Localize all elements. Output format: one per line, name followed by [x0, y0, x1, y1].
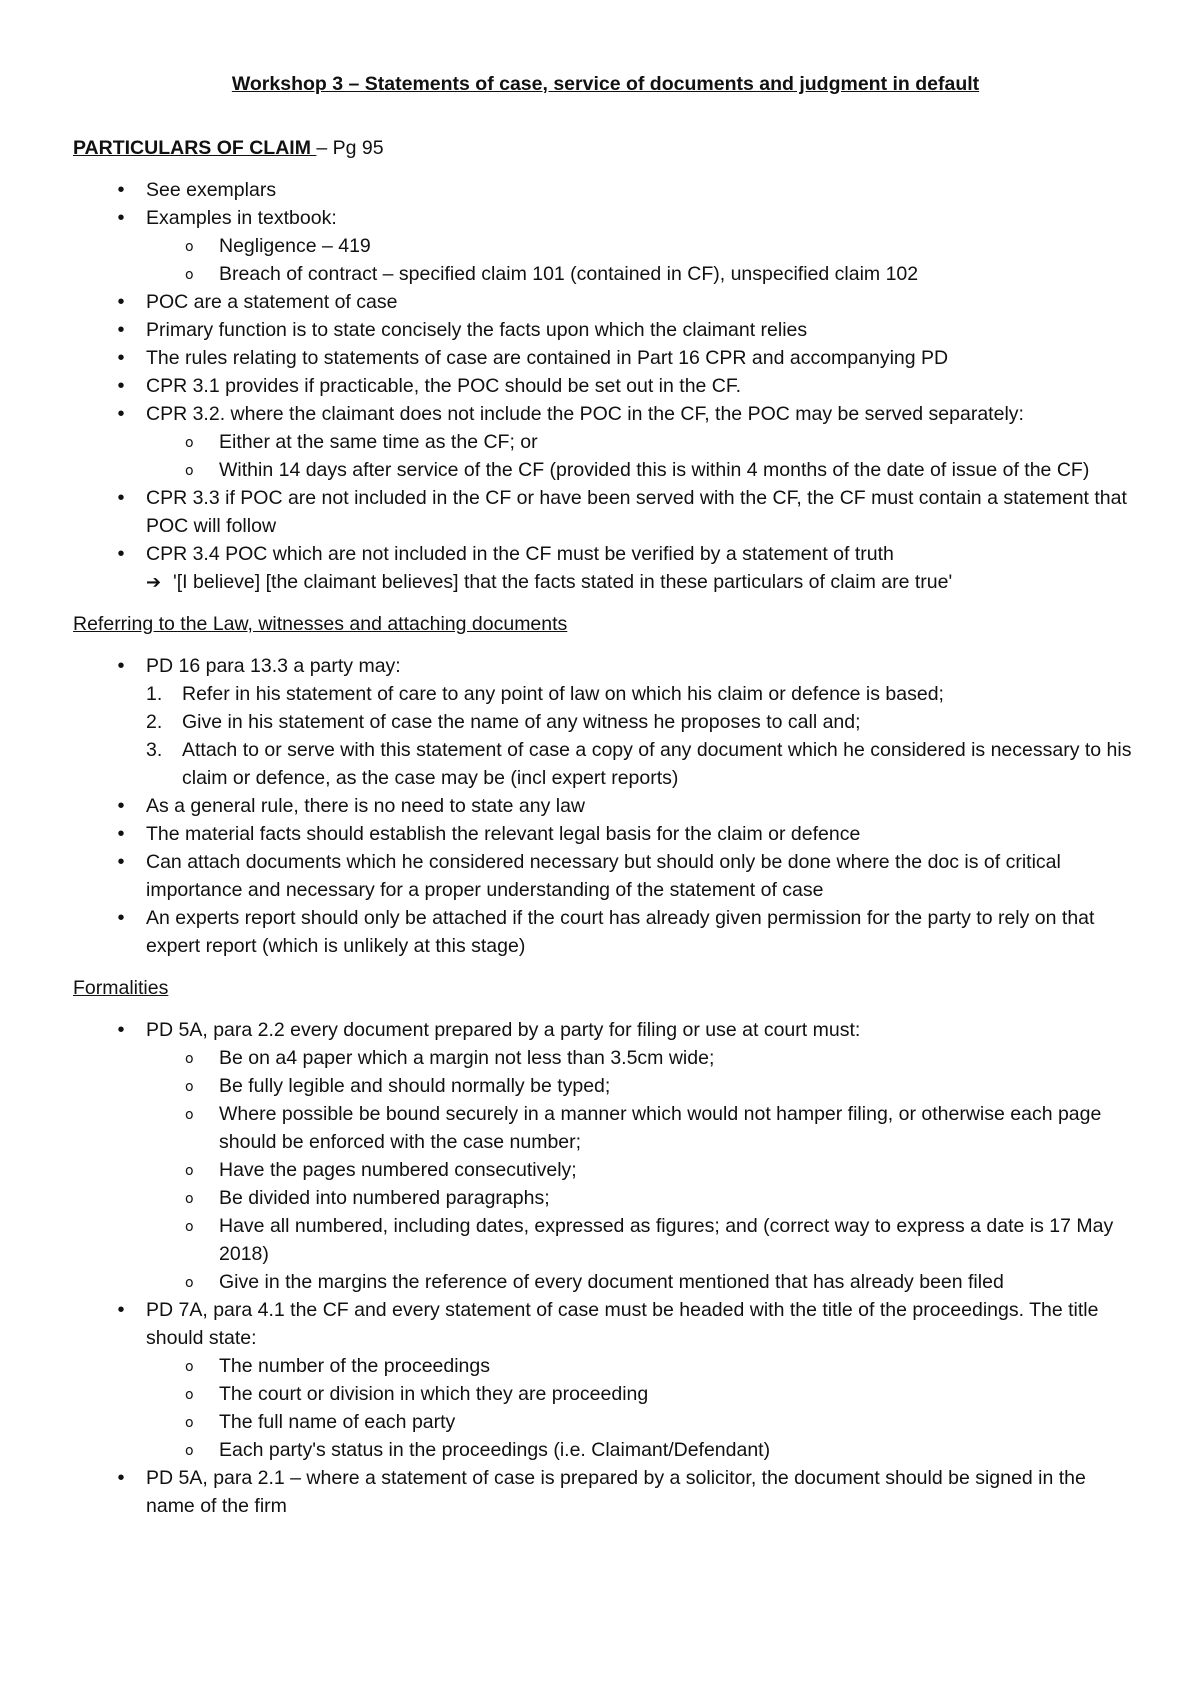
sub-list-item: [73, 1268, 1138, 1296]
list-item: [73, 1464, 1138, 1520]
sub-bullet-icon: o: [185, 1079, 194, 1095]
list-item: [73, 316, 1138, 344]
list-item-text: PD 5A, para 2.1 – where a statement of case is prepared by a solicitor, the document should be signed in the name of the firm: [146, 1467, 1086, 1517]
list-item-text: Refer in his statement of care to any point of law on which his claim or defence is based;: [182, 683, 944, 705]
sub-list-item: [73, 1212, 1138, 1268]
arrow-list-item: [73, 568, 1138, 596]
bullet-icon: •: [117, 291, 125, 313]
sub-bullet-icon: o: [185, 1163, 194, 1179]
section-heading-referring-to-law: [73, 610, 1138, 638]
list-item-text: See exemplars: [146, 179, 277, 201]
section-heading-label: Formalities: [73, 977, 169, 999]
sub-list-item: [73, 1156, 1138, 1184]
section-heading-page-ref: – Pg 95: [316, 137, 384, 159]
list-item: [73, 288, 1138, 316]
list-number: 3.: [146, 739, 163, 761]
bullet-icon: •: [117, 907, 125, 929]
sub-bullet-icon: o: [185, 1051, 194, 1067]
list-item-text: '[I believe] [the claimant believes] that the facts stated in these particulars of claim are true': [173, 571, 953, 593]
sub-list-item: [73, 1436, 1138, 1464]
section-heading-formalities: [73, 974, 1138, 1002]
list-item-text: PD 7A, para 4.1 the CF and every statement of case must be headed with the title of the proceedings. The title should state:: [146, 1299, 1099, 1349]
sub-list-item: [73, 1352, 1138, 1380]
list-item: [73, 400, 1138, 428]
sub-bullet-icon: o: [185, 435, 194, 451]
bullet-icon: •: [117, 851, 125, 873]
list-item-text: Be fully legible and should normally be typed;: [219, 1075, 611, 1097]
section-heading-particulars-of-claim: [73, 134, 1138, 162]
sub-bullet-icon: o: [185, 1359, 194, 1375]
list-item: [73, 1296, 1138, 1352]
list-item-text: Primary function is to state concisely the facts upon which the claimant relies: [146, 319, 808, 341]
bullet-icon: •: [117, 655, 125, 677]
bullet-icon: •: [117, 207, 125, 229]
bullet-icon: •: [117, 179, 125, 201]
numbered-list-item: [73, 680, 1138, 708]
list-item-text: PD 16 para 13.3 a party may:: [146, 655, 401, 677]
sub-list-item: [73, 260, 1138, 288]
sub-list-item: [73, 1044, 1138, 1072]
arrow-right-icon: ➔: [146, 572, 162, 592]
list-item-text: Can attach documents which he considered necessary but should only be done where the doc is of critical importance and necessary for a proper understanding of the statement of case: [146, 851, 1061, 901]
list-item-text: Each party's status in the proceedings (i.e. Claimant/Defendant): [219, 1439, 771, 1461]
sub-bullet-icon: o: [185, 267, 194, 283]
list-item: [73, 820, 1138, 848]
list-item: [73, 792, 1138, 820]
sub-bullet-icon: o: [185, 1191, 194, 1207]
bullet-icon: •: [117, 487, 125, 509]
list-item: [73, 848, 1138, 904]
list-item-text: Attach to or serve with this statement of case a copy of any document which he considered is necessary to his claim or defence, as the case may be (incl expert reports): [182, 739, 1132, 789]
list-item-text: An experts report should only be attached if the court has already given permission for the party to rely on that expert report (which is unlikely at this stage): [146, 907, 1095, 957]
sub-list-item: [73, 1184, 1138, 1212]
bullet-icon: •: [117, 403, 125, 425]
sub-bullet-icon: o: [185, 1275, 194, 1291]
formalities-list: [73, 1016, 1138, 1520]
list-item-text: Have all numbered, including dates, expressed as figures; and (correct way to express a date is 17 May 2018): [219, 1215, 1114, 1265]
list-item: [73, 540, 1138, 568]
poc-list: [73, 176, 1138, 596]
numbered-list-item: [73, 708, 1138, 736]
list-item-text: Breach of contract – specified claim 101 (contained in CF), unspecified claim 102: [219, 263, 919, 285]
document-page: [73, 70, 1138, 1520]
list-item-text: POC are a statement of case: [146, 291, 398, 313]
list-item-text: Give in his statement of case the name of any witness he proposes to call and;: [182, 711, 861, 733]
bullet-icon: •: [117, 347, 125, 369]
list-item-text: Be on a4 paper which a margin not less than 3.5cm wide;: [219, 1047, 715, 1069]
sub-list-item: [73, 232, 1138, 260]
list-item-text: CPR 3.2. where the claimant does not include the POC in the CF, the POC may be served separately:: [146, 403, 1024, 425]
sub-bullet-icon: o: [185, 1387, 194, 1403]
list-item-text: As a general rule, there is no need to state any law: [146, 795, 586, 817]
bullet-icon: •: [117, 543, 125, 565]
list-item-text: Either at the same time as the CF; or: [219, 431, 538, 453]
sub-list-item: [73, 1100, 1138, 1156]
list-item-text: The full name of each party: [219, 1411, 456, 1433]
list-item-text: Give in the margins the reference of every document mentioned that has already been filed: [219, 1271, 1004, 1293]
bullet-icon: •: [117, 1299, 125, 1321]
list-number: 2.: [146, 711, 163, 733]
list-item-text: Examples in textbook:: [146, 207, 337, 229]
sub-list-item: [73, 1408, 1138, 1436]
sub-list-item: [73, 428, 1138, 456]
list-item-text: CPR 3.1 provides if practicable, the POC should be set out in the CF.: [146, 375, 742, 397]
page-title: Workshop 3 – Statements of case, service of documents and judgment in default: [231, 73, 980, 95]
sub-bullet-icon: o: [185, 1219, 194, 1235]
sub-bullet-icon: o: [185, 463, 194, 479]
sub-list-item: [73, 456, 1138, 484]
sub-list-item: [73, 1072, 1138, 1100]
list-item-text: The material facts should establish the relevant legal basis for the claim or defence: [146, 823, 861, 845]
list-item: [73, 372, 1138, 400]
list-item-text: Where possible be bound securely in a manner which would not hamper filing, or otherwise each page should be enforced with the case number;: [219, 1103, 1102, 1153]
section-heading-label: PARTICULARS OF CLAIM: [73, 137, 317, 159]
list-item-text: PD 5A, para 2.2 every document prepared by a party for filing or use at court must:: [146, 1019, 861, 1041]
sub-bullet-icon: o: [185, 1443, 194, 1459]
list-item: [73, 204, 1138, 232]
list-number: 1.: [146, 683, 163, 705]
list-item-text: The rules relating to statements of case are contained in Part 16 CPR and accompanying PD: [146, 347, 949, 369]
list-item: [73, 652, 1138, 680]
bullet-icon: •: [117, 319, 125, 341]
list-item-text: CPR 3.4 POC which are not included in the CF must be verified by a statement of truth: [146, 543, 894, 565]
list-item-text: Within 14 days after service of the CF (provided this is within 4 months of the date of issue of the CF): [219, 459, 1090, 481]
section-heading-label: Referring to the Law, witnesses and attaching documents: [73, 613, 568, 635]
list-item: [73, 484, 1138, 540]
numbered-list-item: [73, 736, 1138, 792]
list-item-text: The number of the proceedings: [219, 1355, 491, 1377]
list-item: [73, 344, 1138, 372]
list-item-text: CPR 3.3 if POC are not included in the CF or have been served with the CF, the CF must contain a statement that POC will follow: [146, 487, 1127, 537]
bullet-icon: •: [117, 375, 125, 397]
list-item-text: Negligence – 419: [219, 235, 371, 257]
list-item-text: Have the pages numbered consecutively;: [219, 1159, 577, 1181]
bullet-icon: •: [117, 795, 125, 817]
sub-list-item: [73, 1380, 1138, 1408]
list-item: [73, 176, 1138, 204]
bullet-icon: •: [117, 1467, 125, 1489]
list-item: [73, 904, 1138, 960]
sub-bullet-icon: o: [185, 1415, 194, 1431]
list-item: [73, 1016, 1138, 1044]
bullet-icon: •: [117, 1019, 125, 1041]
sub-bullet-icon: o: [185, 1107, 194, 1123]
law-list: [73, 652, 1138, 960]
list-item-text: Be divided into numbered paragraphs;: [219, 1187, 550, 1209]
list-item-text: The court or division in which they are proceeding: [219, 1383, 649, 1405]
sub-bullet-icon: o: [185, 239, 194, 255]
bullet-icon: •: [117, 823, 125, 845]
